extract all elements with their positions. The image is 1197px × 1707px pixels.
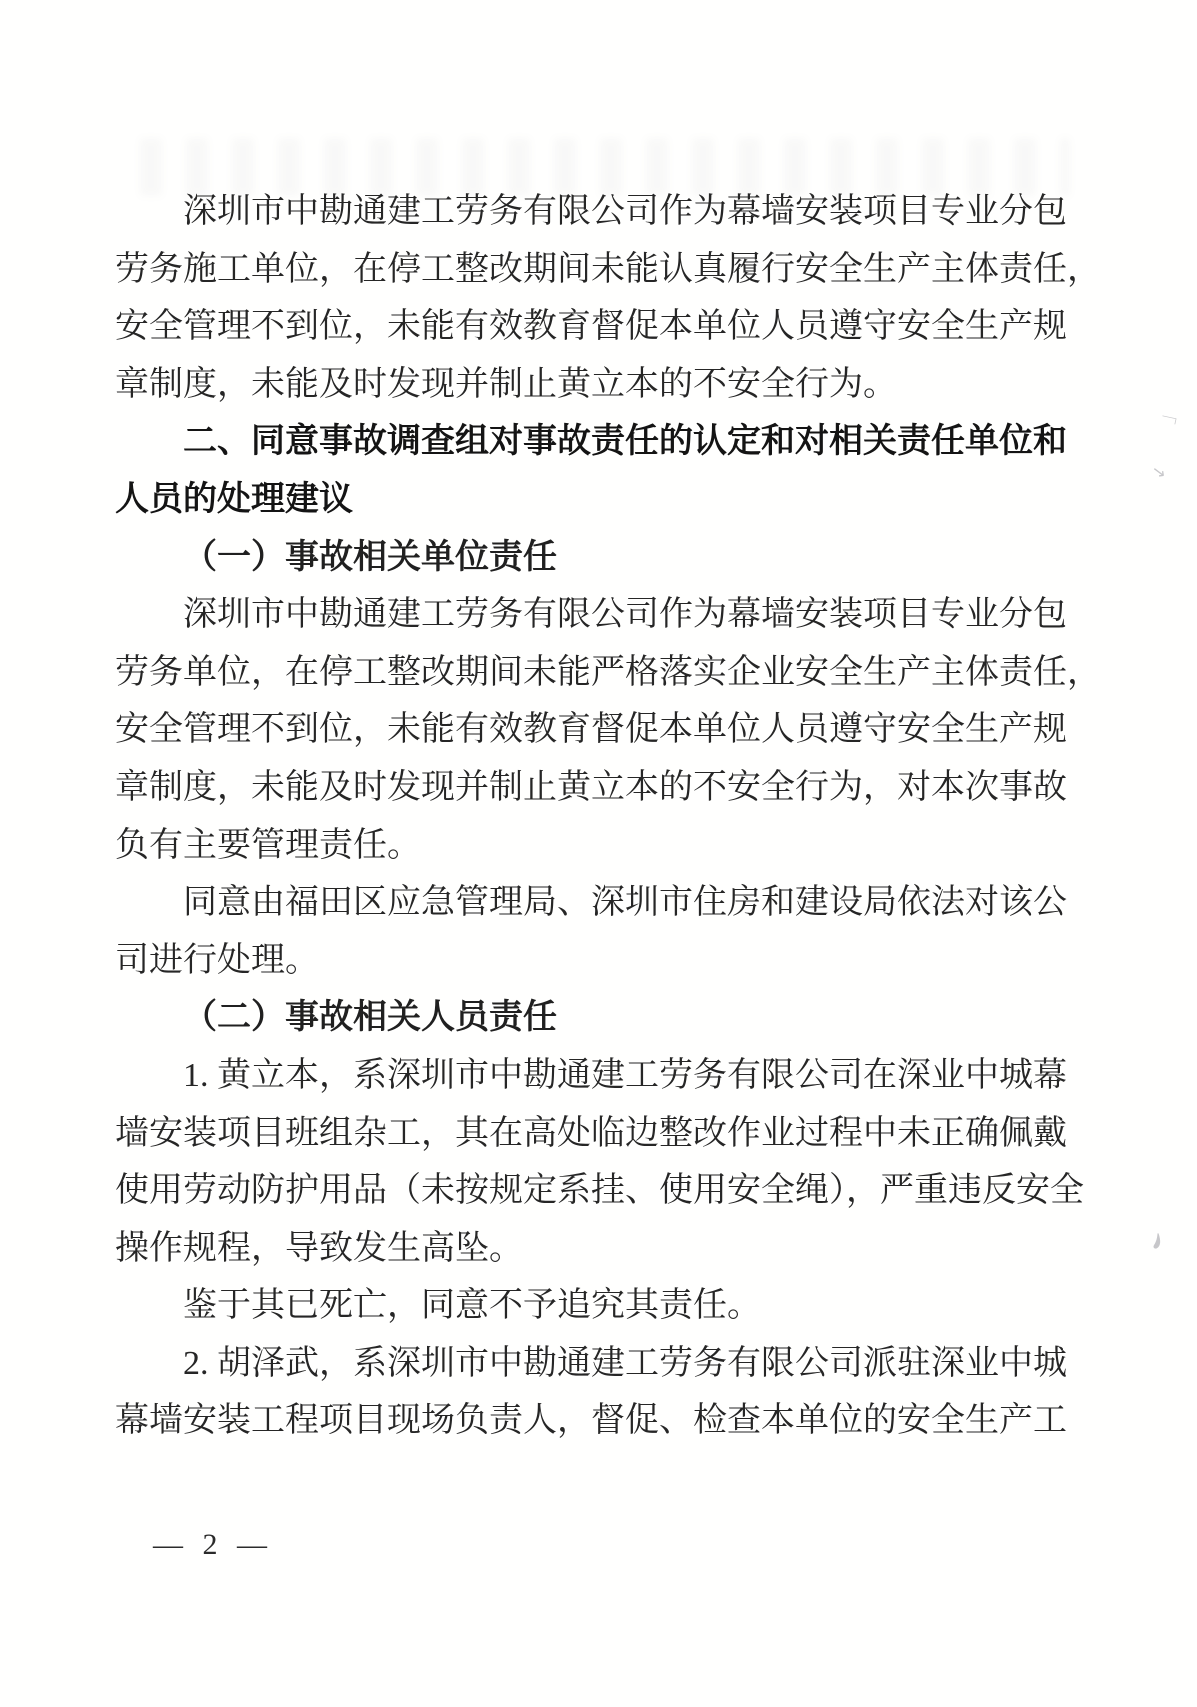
item1-line1: 1. 黄立本，系深圳市中勘通建工劳务有限公司在深业中城幕 — [183, 1056, 1067, 1094]
page-number: — 2 — — [153, 1528, 273, 1561]
item2-line1: 2. 胡泽武，系深圳市中勘通建工劳务有限公司派驻深业中城 — [183, 1344, 1067, 1382]
paragraph2-line3: 安全管理不到位，未能有效教育督促本单位人员遵守安全生产规 — [115, 711, 1067, 749]
scan-artifact-mark: ﹅ — [1142, 1228, 1170, 1256]
item1-line4: 操作规程，导致发生高坠。 — [115, 1229, 523, 1267]
item2-line2: 幕墙安装工程项目现场负责人，督促、检查本单位的安全生产工 — [115, 1402, 1067, 1440]
section2-heading-line1: 二、同意事故调查组对事故责任的认定和对相关责任单位和 — [183, 422, 1067, 461]
document-body — [115, 183, 1101, 1450]
paragraph3-line1: 同意由福田区应急管理局、深圳市住房和建设局依法对该公 — [183, 884, 1067, 922]
paragraph1-line4: 章制度，未能及时发现并制止黄立本的不安全行为。 — [115, 365, 897, 403]
section2-heading-line2: 人员的处理建议 — [115, 479, 353, 518]
paragraph1-line2: 劳务施工单位，在停工整改期间未能认真履行安全生产主体责任， — [115, 250, 1101, 288]
paragraph1-line1: 深圳市中勘通建工劳务有限公司作为幕墙安装项目专业分包 — [183, 193, 1067, 230]
scan-artifact-mark: ↘ — [1150, 461, 1167, 482]
scan-artifact-mark: ﹁ — [1155, 400, 1180, 428]
paragraph2-line2: 劳务单位，在停工整改期间未能严格落实企业安全生产主体责任， — [115, 653, 1101, 691]
item1-line2: 墙安装项目班组杂工，其在高处临边整改作业过程中未正确佩戴 — [115, 1114, 1067, 1152]
item1-line3: 使用劳动防护用品（未按规定系挂、使用安全绳），严重违反安全 — [115, 1172, 1084, 1210]
item1-conclusion-line: 鉴于其已死亡，同意不予追究其责任。 — [183, 1287, 761, 1325]
paragraph2-line4: 章制度，未能及时发现并制止黄立本的不安全行为，对本次事故 — [115, 768, 1067, 806]
subsection1-heading: （一）事故相关单位责任 — [183, 538, 557, 576]
paragraph2-line1: 深圳市中勘通建工劳务有限公司作为幕墙安装项目专业分包 — [183, 596, 1067, 634]
paragraph2-line5: 负有主要管理责任。 — [115, 826, 421, 864]
subsection2-heading: （二）事故相关人员责任 — [183, 999, 557, 1037]
paragraph1-line3: 安全管理不到位，未能有效教育督促本单位人员遵守安全生产规 — [115, 308, 1067, 346]
paragraph3-line2: 司进行处理。 — [115, 941, 319, 979]
